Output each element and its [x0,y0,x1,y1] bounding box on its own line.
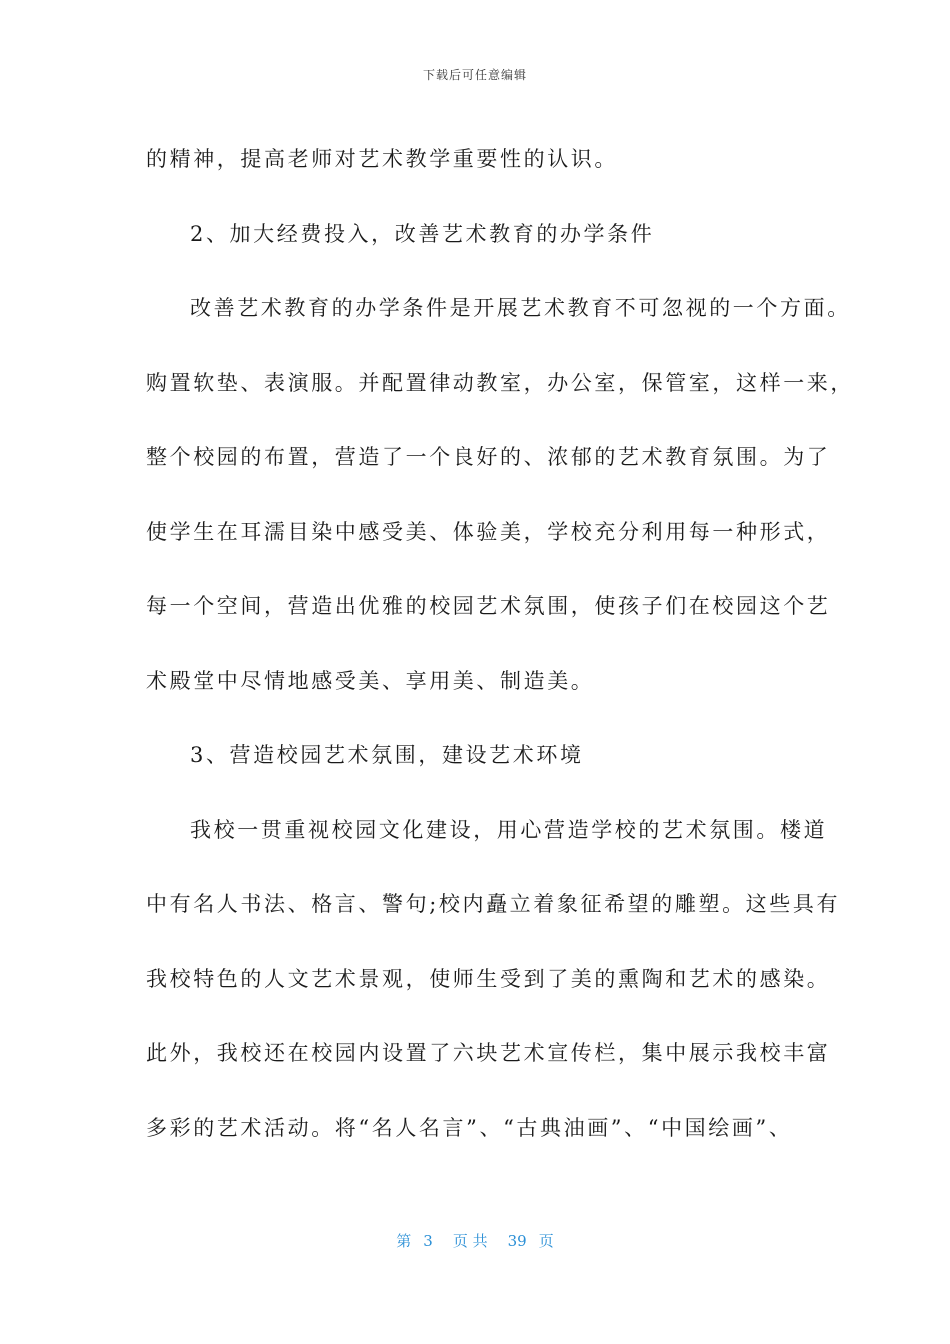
body-line: 每一个空间，营造出优雅的校园艺术氛围，使孩子们在校园这个艺 [146,594,831,618]
current-page-number: 3 [423,1232,433,1250]
footer-prefix: 第 [396,1232,412,1250]
paragraph-first-line: 改善艺术教育的办学条件是开展艺术教育不可忽视的一个方面。 [190,296,851,320]
header-note: 下载后可任意编辑 [422,68,527,82]
body-line: 购置软垫、表演服。并配置律动教室，办公室，保管室，这样一来， [146,370,854,395]
body-line: 术殿堂中尽情地感受美、享用美、制造美。 [146,668,595,693]
body-line: 使学生在耳濡目染中感受美、体验美，学校充分利用每一种形式， [146,519,831,544]
total-pages: 39 [507,1232,527,1250]
footer-suffix: 页 [538,1232,554,1250]
body-line: 我校特色的人文艺术景观，使师生受到了美的熏陶和艺术的感染。 [146,966,831,991]
section-heading: 2、加大经费投入，改善艺术教育的办学条件 [190,221,655,246]
body-line: 多彩的艺术活动。将“名人名言”、“古典油画”、“中国绘画”、 [146,1115,793,1140]
page-footer [0,1230,950,1251]
footer-middle: 页 共 [452,1232,488,1250]
body-line: 整个校园的布置，营造了一个良好的、浓郁的艺术教育氛围。为了 [146,445,831,469]
document-body [146,122,854,1165]
section-heading: 3、营造校园艺术氛围，建设艺术环境 [190,743,584,767]
paragraph-first-line: 我校一贯重视校园文化建设，用心营造学校的艺术氛围。楼道 [190,817,828,842]
body-line: 此外，我校还在校园内设置了六块艺术宣传栏，集中展示我校丰富 [146,1041,831,1065]
body-line: 中有名人书法、格言、警句;校内矗立着象征希望的雕塑。这些具有 [146,892,841,916]
body-line: 的精神，提高老师对艺术教学重要性的认识。 [146,147,618,171]
